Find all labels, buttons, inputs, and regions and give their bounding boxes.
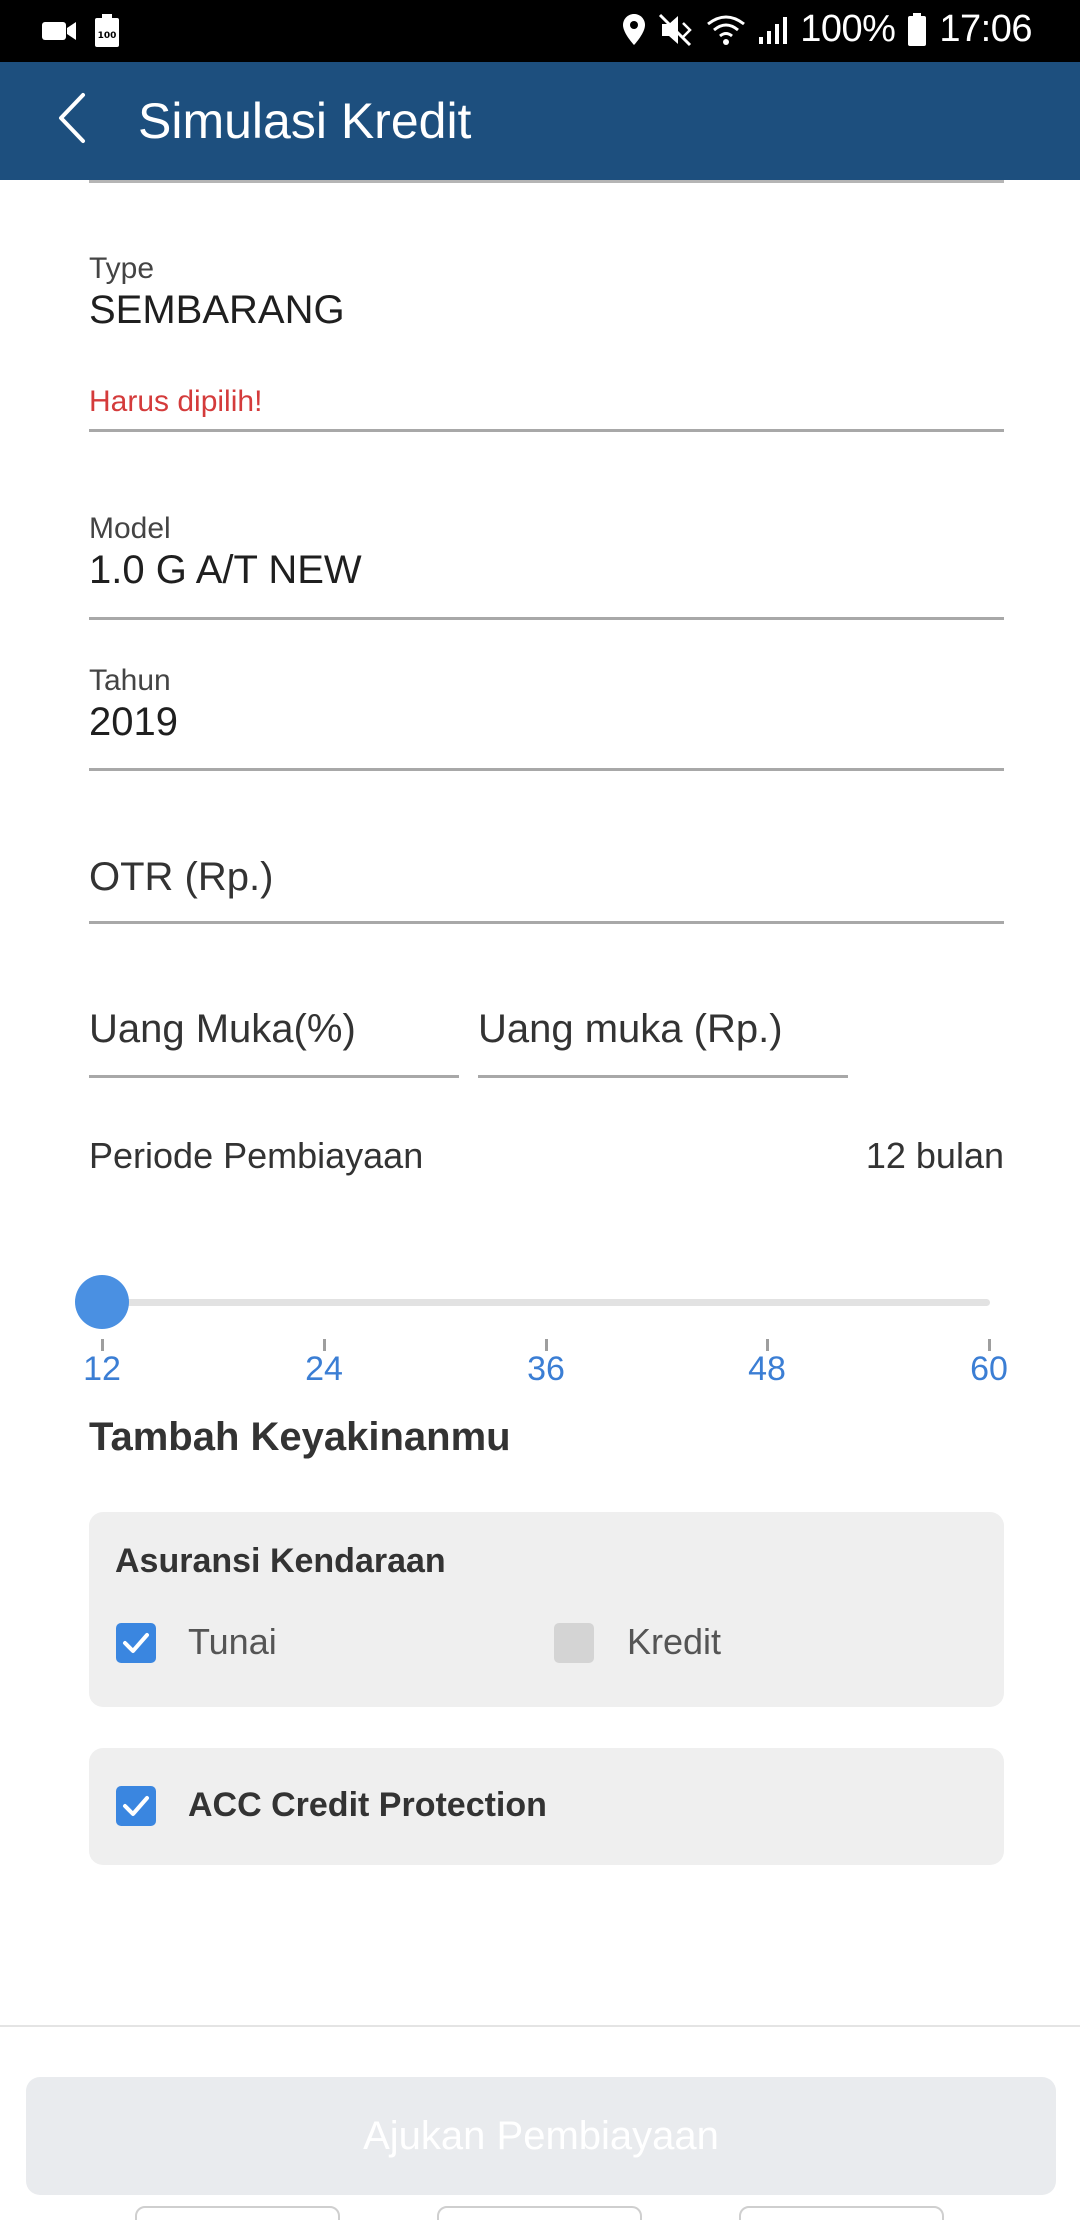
credit-protection-label[interactable]: ACC Credit Protection bbox=[188, 1786, 547, 1824]
submit-label: Ajukan Pembiayaan bbox=[363, 2113, 719, 2158]
slider-tick-label[interactable]: 36 bbox=[527, 1350, 565, 1388]
tunai-label[interactable]: Tunai bbox=[188, 1621, 277, 1662]
tahun-field[interactable] bbox=[89, 664, 1004, 754]
check-icon bbox=[122, 1632, 150, 1654]
type-field[interactable] bbox=[89, 252, 1004, 342]
bottom-tab-peek[interactable] bbox=[437, 2206, 642, 2220]
battery-icon bbox=[907, 13, 927, 47]
tunai-checkbox[interactable] bbox=[116, 1623, 156, 1663]
svg-text:100: 100 bbox=[97, 31, 117, 41]
asuransi-card bbox=[89, 1512, 1004, 1707]
model-label: Model bbox=[89, 512, 171, 545]
model-field[interactable] bbox=[89, 512, 1004, 602]
clock: 17:06 bbox=[939, 8, 1032, 50]
location-icon bbox=[622, 13, 646, 47]
type-underline bbox=[89, 429, 1004, 432]
otr-underline bbox=[89, 921, 1004, 924]
slider-tick-label[interactable]: 12 bbox=[83, 1350, 121, 1388]
status-bar bbox=[0, 0, 1080, 62]
app-bar bbox=[0, 62, 1080, 180]
uang-muka-percent-placeholder: Uang Muka(%) bbox=[89, 1007, 356, 1051]
kredit-checkbox[interactable] bbox=[554, 1623, 594, 1663]
uang-muka-rp-placeholder: Uang muka (Rp.) bbox=[478, 1007, 783, 1051]
ajukan-pembiayaan-button[interactable] bbox=[26, 2077, 1056, 2195]
type-label: Type bbox=[89, 252, 155, 285]
slider-tick-label[interactable]: 48 bbox=[748, 1350, 786, 1388]
footer-divider bbox=[0, 2025, 1080, 2027]
battery-saver-icon bbox=[94, 14, 120, 48]
check-icon bbox=[122, 1795, 150, 1817]
type-value: SEMBARANG bbox=[89, 288, 345, 332]
slider-thumb[interactable] bbox=[75, 1275, 129, 1329]
mute-icon bbox=[658, 13, 694, 47]
otr-input[interactable] bbox=[89, 855, 1004, 945]
tahun-underline bbox=[89, 768, 1004, 771]
slider-tick-label[interactable]: 24 bbox=[305, 1350, 343, 1388]
bottom-tab-peek[interactable] bbox=[135, 2206, 340, 2220]
page-title: Simulasi Kredit bbox=[138, 93, 472, 149]
previous-field-underline bbox=[89, 180, 1004, 183]
section-title: Tambah Keyakinanmu bbox=[89, 1415, 511, 1459]
credit-protection-card bbox=[89, 1748, 1004, 1865]
otr-placeholder: OTR (Rp.) bbox=[89, 855, 274, 899]
type-error: Harus dipilih! bbox=[89, 385, 263, 418]
back-arrow-icon bbox=[55, 91, 89, 150]
uang-muka-rp-input[interactable] bbox=[478, 1007, 848, 1087]
periode-label: Periode Pembiayaan bbox=[89, 1135, 424, 1176]
uang-muka-percent-underline bbox=[89, 1075, 459, 1078]
credit-protection-checkbox[interactable] bbox=[116, 1786, 156, 1826]
model-value: 1.0 G A/T NEW bbox=[89, 548, 362, 592]
slider-tick-label[interactable]: 60 bbox=[970, 1350, 1008, 1388]
model-underline bbox=[89, 617, 1004, 620]
tahun-value: 2019 bbox=[89, 700, 178, 744]
kredit-label[interactable]: Kredit bbox=[627, 1621, 722, 1662]
signal-icon bbox=[758, 15, 788, 45]
asuransi-title: Asuransi Kendaraan bbox=[115, 1542, 446, 1580]
uang-muka-rp-underline bbox=[478, 1075, 848, 1078]
back-button[interactable] bbox=[42, 90, 102, 150]
bottom-tab-peek[interactable] bbox=[739, 2206, 944, 2220]
uang-muka-percent-input[interactable] bbox=[89, 1007, 459, 1087]
slider-track[interactable] bbox=[102, 1299, 990, 1306]
wifi-icon bbox=[706, 14, 746, 46]
tahun-label: Tahun bbox=[89, 664, 171, 697]
video-icon bbox=[42, 20, 78, 42]
periode-value: 12 bulan bbox=[865, 1135, 1004, 1176]
battery-percent: 100% bbox=[800, 8, 896, 50]
periode-slider[interactable] bbox=[0, 1270, 1080, 1360]
